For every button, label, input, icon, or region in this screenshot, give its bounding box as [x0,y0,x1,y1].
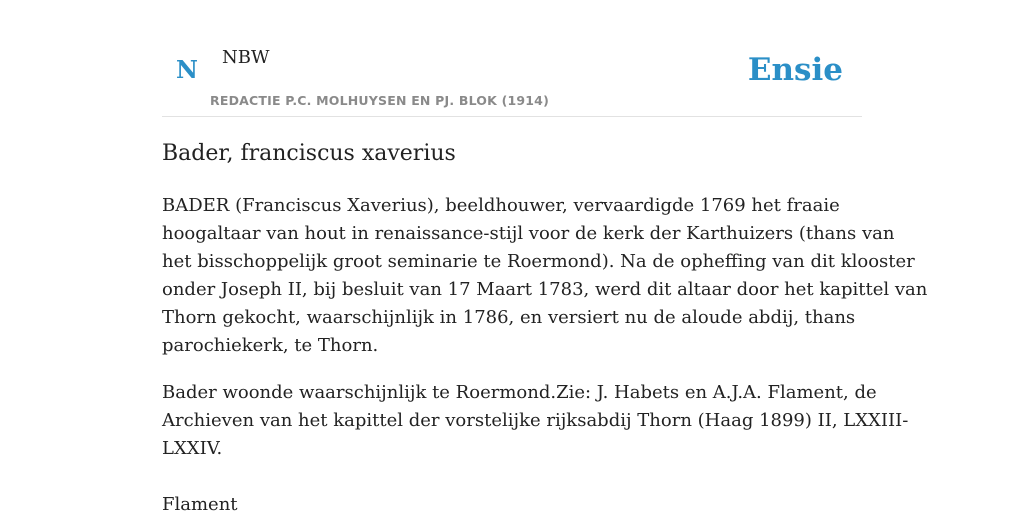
paragraph-line: BADER (Franciscus Xaverius), beeldhouwer, vervaardigde 1769 het fraaie [162,195,840,216]
ensie-logo-link[interactable]: Ensie [747,52,843,88]
paragraph-line: hoogaltaar van hout in renaissance-stijl voor de kerk der Karthuizers (thans van [162,223,895,244]
paragraph-line: parochiekerk, te Thorn. [162,335,379,356]
source-editors: REDACTIE P.C. MOLHUYSEN EN PJ. BLOK (1914) [210,93,549,108]
paragraph-line: het bisschoppelijk groot seminarie te Roermond). Na de opheffing van dit klooster [162,251,915,272]
header [162,0,862,117]
paragraph-line: Bader woonde waarschijnlijk te Roermond.Zie: J. Habets en A.J.A. Flament, de [162,382,877,403]
page-title: Bader, franciscus xaverius [162,141,456,166]
source-name: NBW [222,47,270,68]
paragraph-line: Archieven van het kapittel der vorstelijke rijksabdij Thorn (Haag 1899) II, LXXIII- [162,410,909,431]
paragraph-line: onder Joseph II, bij besluit van 17 Maart 1783, werd dit altaar door het kapittel van [162,279,928,300]
source-logo-icon: N [176,55,198,84]
paragraph-line: LXXIV. [162,438,223,459]
article-paragraph-1 [162,192,928,360]
article-author: Flament [162,494,238,512]
paragraph-line: Thorn gekocht, waarschijnlijk in 1786, en versiert nu de aloude abdij, thans [162,307,856,328]
article-paragraph-2 [162,379,909,463]
